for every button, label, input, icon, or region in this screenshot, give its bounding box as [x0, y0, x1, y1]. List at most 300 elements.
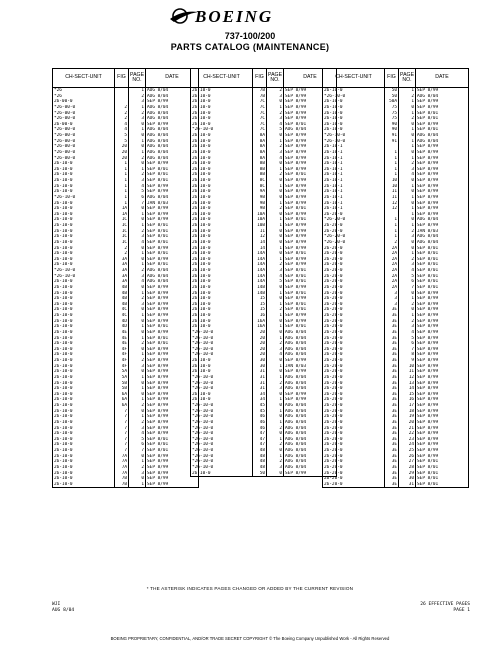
cell-fig: 8B	[253, 172, 267, 178]
cell-fig: 7A	[115, 465, 129, 471]
cell-fig: 3E	[385, 448, 399, 454]
cell-date: SEP 8/99	[284, 201, 337, 207]
cell-page: 0	[399, 201, 416, 207]
cell-fig: 3E	[385, 403, 399, 409]
cell-page: 28	[399, 465, 416, 471]
cell-fig: 7B	[115, 476, 129, 482]
cell-subject: 26-20-0	[323, 364, 385, 370]
cell-date: SEP 8/99	[146, 403, 199, 409]
cell-fig: 2A	[385, 251, 399, 257]
cell-date: SEP 8/99	[284, 313, 337, 319]
cell-page: 5	[267, 127, 284, 133]
cell-page: 4	[399, 330, 416, 336]
cell-fig: 7C	[253, 122, 267, 128]
cell-page: 3	[267, 150, 284, 156]
cell-subject: 26-10-0	[323, 116, 385, 122]
cell-date: SEP 8/01	[416, 116, 469, 122]
cell-date: SEP 8/99	[416, 324, 469, 330]
cell-fig: 7C	[253, 99, 267, 105]
cell-subject: 26-10-0	[191, 189, 253, 195]
effective-pages-table-2	[190, 68, 337, 477]
cell-fig: 2	[115, 251, 129, 257]
cell-page: 2	[267, 144, 284, 150]
cell-date: JAN 8/03	[284, 364, 337, 370]
cell-page: 4	[129, 431, 146, 437]
cell-date: AUG 8/04	[284, 465, 337, 471]
cell-subject: *26-00-0	[53, 127, 115, 133]
cell-subject: 26-10-0	[53, 257, 115, 263]
cell-fig: 50	[385, 88, 399, 94]
cell-fig: 34	[253, 392, 267, 398]
cell-date: SEP 8/01	[146, 336, 199, 342]
cell-page: 6	[399, 279, 416, 285]
cell-date: SEP 8/99	[416, 189, 469, 195]
cell-date: AUG 8/04	[284, 420, 337, 426]
cell-fig: 1	[385, 172, 399, 178]
cell-subject: 26-10-1	[323, 156, 385, 162]
cell-subject: 26-10-0	[53, 319, 115, 325]
cell-page: 7	[399, 285, 416, 291]
cell-date: SEP 8/99	[146, 99, 199, 105]
cell-fig: 8A	[253, 144, 267, 150]
cell-fig: 7B	[115, 482, 129, 488]
cell-subject: 26-10-0	[323, 88, 385, 94]
cell-date: SEP 8/99	[284, 144, 337, 150]
cell-subject: 26-20-0	[323, 397, 385, 403]
cell-date: AUG 8/04	[284, 352, 337, 358]
cell-subject: *26-10-0	[191, 442, 253, 448]
cell-date: SEP 8/01	[146, 442, 199, 448]
cell-subject: 26-10-0	[53, 459, 115, 465]
cell-subject: *26-10-0	[191, 330, 253, 336]
cell-page: 0	[399, 291, 416, 297]
cell-date: SEP 8/99	[416, 420, 469, 426]
cell-date: SEP 8/01	[284, 307, 337, 313]
cell-date: SEP 8/99	[146, 414, 199, 420]
cell-page: 0	[267, 403, 284, 409]
cell-date: AUG 8/04	[146, 195, 199, 201]
cell-subject: *26-10-0	[191, 386, 253, 392]
cell-page: 1	[129, 397, 146, 403]
cell-date: SEP 8/01	[416, 476, 469, 482]
cell-date: SEP 8/99	[146, 369, 199, 375]
cell-date: SEP 8/99	[416, 172, 469, 178]
cell-fig: 14	[253, 240, 267, 246]
cell-date: SEP 8/01	[416, 268, 469, 274]
cell-fig: 1	[385, 161, 399, 167]
cell-subject: 26-20-0	[323, 212, 385, 218]
cell-page: 0	[267, 161, 284, 167]
cell-subject: 26-10-0	[191, 392, 253, 398]
cell-fig: 10A	[253, 217, 267, 223]
cell-subject: *26-10-0	[191, 448, 253, 454]
cell-subject: 26-20-0	[323, 347, 385, 353]
cell-subject: 26-10-0	[191, 234, 253, 240]
cell-subject: 26-20-0	[323, 223, 385, 229]
cell-date: AUG 8/04	[284, 386, 337, 392]
cell-fig: 3E	[385, 397, 399, 403]
cell-subject: 26-10-1	[323, 150, 385, 156]
cell-date: SEP 8/99	[416, 381, 469, 387]
cell-page: 0	[399, 217, 416, 223]
cell-subject: 26-10-0	[53, 465, 115, 471]
cell-fig: 1A	[115, 212, 129, 218]
cell-subject: *26	[53, 94, 115, 100]
cell-page: 4	[267, 156, 284, 162]
boeing-logo	[0, 6, 500, 28]
table-row	[323, 482, 469, 488]
cell-page: 1	[267, 167, 284, 173]
cell-subject: 26-10-0	[53, 330, 115, 336]
cell-fig: 91	[385, 139, 399, 145]
cell-subject: *26-10-0	[191, 403, 253, 409]
cell-date: SEP 8/01	[284, 217, 337, 223]
cell-page: 0	[267, 212, 284, 218]
cell-fig: 50	[385, 94, 399, 100]
cell-page: 22	[399, 431, 416, 437]
cell-date: SEP 8/99	[146, 319, 199, 325]
cell-subject: 26-10-0	[323, 105, 385, 111]
cell-fig: 1	[115, 167, 129, 173]
cell-subject: 26-20-0	[323, 381, 385, 387]
cell-fig: 48	[253, 465, 267, 471]
cell-page: 1	[399, 139, 416, 145]
cell-date: SEP 8/99	[284, 116, 337, 122]
cell-page: 0	[267, 178, 284, 184]
cell-fig: 30	[253, 364, 267, 370]
cell-page: 7	[129, 448, 146, 454]
cell-page: 2	[267, 88, 284, 94]
cell-subject: 26-20-0	[323, 476, 385, 482]
cell-subject: 26-10-0	[191, 364, 253, 370]
cell-page: 1	[399, 156, 416, 162]
cell-subject: *26-00-0	[53, 105, 115, 111]
cell-date: SEP 8/99	[284, 229, 337, 235]
cell-date: SEP 8/01	[146, 229, 199, 235]
cell-subject: 26-10-0	[191, 217, 253, 223]
cell-date: SEP 8/99	[416, 302, 469, 308]
cell-page: 1	[399, 144, 416, 150]
cell-page: 1	[129, 212, 146, 218]
cell-page: 0	[129, 476, 146, 482]
cell-subject: *26-10-0	[191, 426, 253, 432]
cell-page: 2	[129, 268, 146, 274]
cell-page: 1	[129, 482, 146, 488]
cell-fig: 7C	[253, 111, 267, 117]
cell-date: SEP 8/99	[146, 212, 199, 218]
cell-date: AUG 8/04	[284, 442, 337, 448]
cell-date: SEP 8/99	[416, 156, 469, 162]
cell-fig: 3E	[385, 409, 399, 415]
cell-subject: *26-10-0	[323, 133, 385, 139]
cell-fig: 15	[253, 302, 267, 308]
cell-subject: 26-10-0	[53, 471, 115, 477]
cell-page: 3	[129, 364, 146, 370]
cell-subject: 26-10-0	[191, 116, 253, 122]
model-title: 737-100/200	[224, 31, 276, 41]
cell-fig: 14	[253, 246, 267, 252]
cell-page: 0	[399, 307, 416, 313]
cell-date: SEP 8/99	[146, 330, 199, 336]
cell-date: SEP 8/01	[146, 178, 199, 184]
cell-fig: 16A	[253, 319, 267, 325]
cell-page: 0	[267, 285, 284, 291]
cell-date: SEP 8/99	[416, 369, 469, 375]
cell-page: 1	[129, 105, 146, 111]
cell-date: SEP 8/01	[146, 324, 199, 330]
cell-page: 2	[267, 111, 284, 117]
cell-subject: 26-10-0	[191, 172, 253, 178]
cell-subject: 26-10-0	[191, 369, 253, 375]
cell-page: 5	[399, 274, 416, 280]
cell-page: 0	[129, 319, 146, 325]
cell-subject: 26-10-0	[53, 476, 115, 482]
cell-fig: 4D	[115, 319, 129, 325]
cell-subject: 26-10-0	[191, 358, 253, 364]
cell-date: SEP 8/99	[146, 161, 199, 167]
effective-pages-table-1	[52, 68, 199, 488]
cell-subject: *26-00-0	[53, 116, 115, 122]
cell-date: AUG 8/04	[284, 375, 337, 381]
cell-page: 0	[267, 471, 284, 477]
cell-page: 1	[399, 223, 416, 229]
cell-page: 0	[267, 189, 284, 195]
cell-date: SEP 8/99	[284, 234, 337, 240]
cell-fig: 1C	[115, 217, 129, 223]
cell-date: SEP 8/99	[284, 257, 337, 263]
cell-date: AUG 8/04	[416, 94, 469, 100]
cell-page: 2	[267, 381, 284, 387]
cell-page: 0	[267, 431, 284, 437]
cell-fig: 3	[385, 302, 399, 308]
cell-page: 10	[399, 364, 416, 370]
cell-subject: 26-10-0	[191, 144, 253, 150]
footer-date: AUG 8/04	[52, 608, 75, 613]
cell-page: 2	[267, 341, 284, 347]
cell-subject: 26-10-0	[191, 285, 253, 291]
cell-date: SEP 8/99	[416, 122, 469, 128]
cell-fig: 47	[253, 431, 267, 437]
cell-date: SEP 8/99	[284, 161, 337, 167]
cell-date: SEP 8/99	[146, 184, 199, 190]
cell-fig: 3E	[385, 319, 399, 325]
cell-date: SEP 8/99	[146, 482, 199, 488]
cell-subject: 26-10-0	[53, 454, 115, 460]
cell-date: SEP 8/99	[146, 257, 199, 263]
cell-date: AUG 8/04	[146, 105, 199, 111]
copyright-notice: BOEING PROPRIETARY, CONFIDENTIAL, AND/OR TRADE SECRET COPYRIGHT © The Boeing Company Unpublished Work - All Rights Reserved	[110, 636, 390, 641]
cell-subject: *26	[53, 88, 115, 94]
cell-date: SEP 8/99	[284, 392, 337, 398]
cell-date: SEP 8/99	[284, 184, 337, 190]
cell-subject: 26-10-0	[53, 279, 115, 285]
cell-fig: 4D	[115, 324, 129, 330]
cell-fig: 14A	[253, 257, 267, 263]
cell-date: SEP 8/01	[284, 324, 337, 330]
cell-subject: 26-10-0	[53, 392, 115, 398]
cell-subject: *26-10-0	[191, 341, 253, 347]
cell-fig: 3E	[385, 381, 399, 387]
cell-subject: 26-10-0	[53, 223, 115, 229]
cell-fig: 7A	[115, 471, 129, 477]
cell-subject: 26-20-0	[323, 296, 385, 302]
cell-date: AUG 8/04	[146, 139, 199, 145]
cell-subject: 26-10-0	[191, 161, 253, 167]
cell-subject: 26-10-0	[191, 206, 253, 212]
cell-date: SEP 8/01	[284, 279, 337, 285]
cell-page: 1	[129, 352, 146, 358]
revision-note: * THE ASTERISK INDICATES PAGES CHANGED OR ADDED BY THE CURRENT REVISION	[146, 586, 354, 591]
cell-date: SEP 8/01	[146, 437, 199, 443]
cell-date: SEP 8/01	[416, 246, 469, 252]
cell-subject: 26-20-0	[323, 307, 385, 313]
cell-fig: 12	[385, 201, 399, 207]
cell-fig: 7	[115, 426, 129, 432]
cell-fig: 2A	[385, 257, 399, 263]
cell-page: 2	[267, 206, 284, 212]
cell-date: SEP 8/99	[284, 223, 337, 229]
cell-page: 2	[129, 156, 146, 162]
cell-page: 1	[267, 217, 284, 223]
cell-page: 1	[129, 150, 146, 156]
cell-subject: 26-10-1	[323, 201, 385, 207]
cell-page: 1	[129, 139, 146, 145]
cell-subject: 26-10-0	[191, 471, 253, 477]
cell-page: 0	[129, 392, 146, 398]
cell-page: 0	[129, 217, 146, 223]
cell-page: 2	[129, 94, 146, 100]
cell-page: 2	[399, 302, 416, 308]
cell-fig: 3E	[385, 471, 399, 477]
cell-page: 8	[399, 352, 416, 358]
cell-page: 0	[399, 133, 416, 139]
cell-subject: 26-10-0	[191, 313, 253, 319]
cell-fig: 3E	[385, 482, 399, 488]
cell-date: SEP 8/99	[284, 358, 337, 364]
cell-fig: 45	[253, 409, 267, 415]
cell-subject: 26-10-0	[53, 206, 115, 212]
cell-subject: 26-10-0	[53, 364, 115, 370]
cell-fig: 20	[253, 341, 267, 347]
cell-page: 0	[129, 369, 146, 375]
cell-fig: 75	[385, 116, 399, 122]
cell-fig: 8A	[253, 133, 267, 139]
cell-subject: 26-20-0	[323, 262, 385, 268]
cell-page: 1	[267, 437, 284, 443]
cell-page: 1	[129, 251, 146, 257]
cell-fig: 4E	[115, 336, 129, 342]
cell-fig: 91	[385, 133, 399, 139]
cell-fig: 48	[253, 448, 267, 454]
cell-page: 2	[267, 262, 284, 268]
cell-page: 0	[267, 296, 284, 302]
cell-subject: 26-10-0	[53, 229, 115, 235]
cell-subject: 26-10-0	[53, 246, 115, 252]
cell-date: SEP 8/01	[416, 459, 469, 465]
cell-fig: 30	[253, 358, 267, 364]
cell-date: SEP 8/99	[416, 448, 469, 454]
cell-date: SEP 8/99	[284, 178, 337, 184]
cell-date: AUG 8/04	[416, 217, 469, 223]
cell-page: 1	[267, 246, 284, 252]
cell-fig: 12	[253, 234, 267, 240]
cell-subject: 26-10-0	[53, 336, 115, 342]
cell-page: 0	[399, 240, 416, 246]
cell-subject: 26-10-0	[323, 122, 385, 128]
cell-fig: 20	[253, 336, 267, 342]
cell-fig: 3E	[385, 465, 399, 471]
cell-subject: 26-10-0	[53, 234, 115, 240]
cell-page: 0	[267, 99, 284, 105]
cell-page: 3	[267, 386, 284, 392]
cell-fig: 1C	[115, 240, 129, 246]
cell-subject: 26-10-0	[191, 324, 253, 330]
cell-date: SEP 8/99	[284, 139, 337, 145]
cell-fig: 10	[385, 178, 399, 184]
cell-fig: 7	[115, 431, 129, 437]
cell-page: 23	[399, 437, 416, 443]
cell-subject: 26-10-0	[53, 375, 115, 381]
cell-page: 5	[399, 336, 416, 342]
cell-fig: 3E	[385, 324, 399, 330]
cell-date: SEP 8/99	[146, 206, 199, 212]
cell-fig: 2A	[385, 262, 399, 268]
cell-date: AUG 8/04	[416, 240, 469, 246]
cell-fig: 8A	[253, 150, 267, 156]
cell-page: 2	[129, 229, 146, 235]
cell-page: 1	[129, 375, 146, 381]
footer-page-number: PAGE 1	[453, 608, 470, 613]
cell-fig: 3E	[385, 476, 399, 482]
cell-subject: 26-10-0	[191, 246, 253, 252]
cell-date: SEP 8/99	[416, 223, 469, 229]
cell-page: 0	[129, 285, 146, 291]
cell-page: 1	[129, 127, 146, 133]
cell-subject: *26-00-0	[53, 156, 115, 162]
cell-subject: 26-10-0	[191, 195, 253, 201]
cell-fig: 20	[253, 330, 267, 336]
cell-subject: 26-20-0	[323, 459, 385, 465]
cell-fig: 20	[253, 352, 267, 358]
cell-fig: 1C	[115, 223, 129, 229]
cell-date: SEP 8/99	[416, 167, 469, 173]
cell-subject: 26-10-0	[53, 167, 115, 173]
cell-subject: 26-10-0	[53, 437, 115, 443]
cell-page: 0	[267, 195, 284, 201]
cell-date: SEP 8/99	[146, 246, 199, 252]
cell-subject: 26-10-0	[191, 111, 253, 117]
cell-fig: 2A	[385, 279, 399, 285]
cell-subject: *26-10-0	[53, 195, 115, 201]
cell-page: 0	[267, 251, 284, 257]
cell-fig: 3E	[385, 330, 399, 336]
cell-page: 0	[399, 246, 416, 252]
cell-fig: 2	[115, 111, 129, 117]
cell-fig: 3E	[385, 369, 399, 375]
cell-date: SEP 8/99	[416, 336, 469, 342]
cell-page: 0	[267, 358, 284, 364]
cell-date: SEP 8/99	[146, 364, 199, 370]
cell-date: SEP 8/99	[146, 347, 199, 353]
cell-date: AUG 8/04	[146, 127, 199, 133]
cell-page: 1	[129, 262, 146, 268]
cell-fig: 1	[115, 201, 129, 207]
cell-page: 26	[399, 454, 416, 460]
cell-page: 0	[267, 414, 284, 420]
cell-page: 3	[129, 302, 146, 308]
cell-fig: 47	[253, 437, 267, 443]
cell-fig: 6A	[115, 392, 129, 398]
